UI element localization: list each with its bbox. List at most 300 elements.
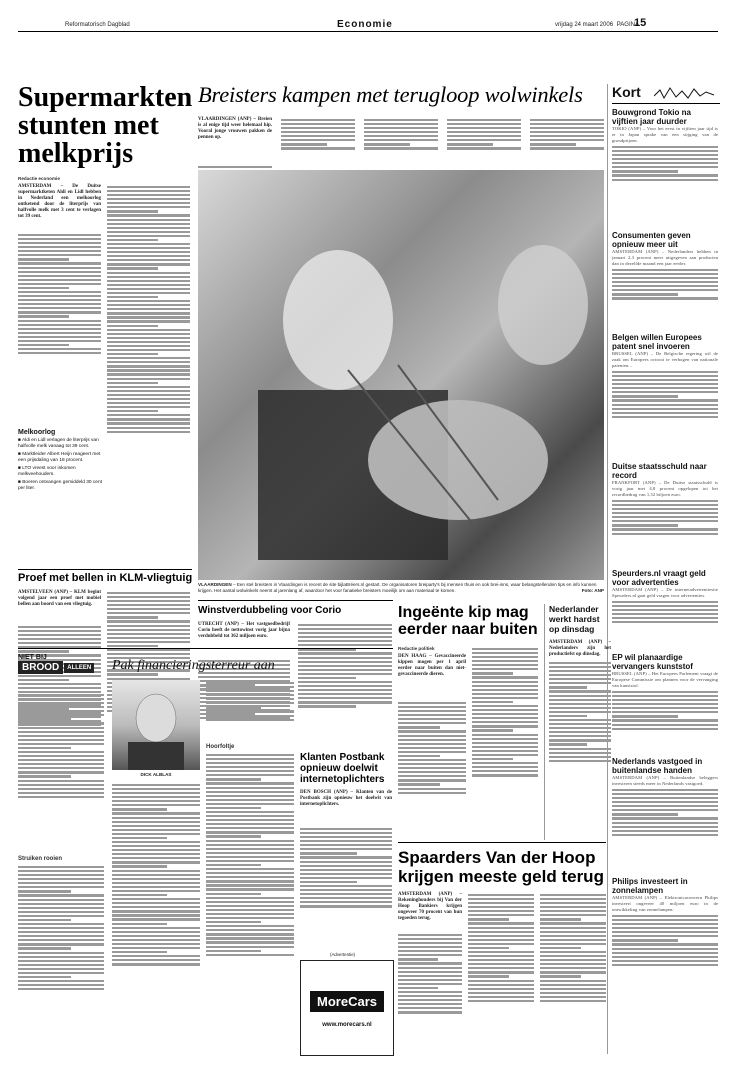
- text-line: [18, 927, 104, 929]
- text-line: [18, 792, 104, 794]
- text-line: [298, 693, 392, 695]
- text-line: [107, 390, 190, 392]
- text-line: [398, 722, 466, 724]
- text-line: [612, 834, 718, 836]
- text-line: [540, 971, 606, 973]
- text-line: [398, 714, 466, 716]
- kort-header: [612, 84, 720, 102]
- text-line: [398, 747, 466, 749]
- text-line: [107, 386, 190, 388]
- text-line: [107, 637, 190, 639]
- text-line: [468, 935, 534, 937]
- text-line: [107, 296, 158, 298]
- caption-label: VLAARDINGEN: [198, 582, 232, 587]
- kort-divider: [607, 84, 608, 1054]
- text-line: [107, 357, 190, 359]
- text-line: [398, 739, 466, 741]
- kort-item-title: Consumenten geven opnieuw meer uit: [612, 231, 691, 249]
- text-line: [112, 939, 200, 941]
- text-line: [18, 311, 101, 313]
- text-line: [107, 422, 190, 424]
- text-line: [549, 670, 611, 672]
- text-line: [107, 251, 190, 253]
- text-line: [540, 975, 581, 977]
- text-line: [112, 906, 200, 908]
- text-line: [206, 888, 294, 890]
- breisters-body-2: [281, 117, 355, 169]
- text-line: [18, 242, 101, 244]
- text-line: [206, 690, 294, 692]
- text-line: [206, 702, 294, 704]
- text-line: [298, 624, 392, 626]
- text-line: [612, 289, 718, 291]
- text-line: [472, 681, 538, 683]
- kort-item-lead: BRUSSEL (ANP) – Het Europees Parlement vraagt de Europese Commissie om plannen voor de vervanging van kunststof.: [612, 671, 718, 688]
- text-line: [612, 817, 718, 819]
- morecars-ad[interactable]: [300, 960, 394, 1056]
- text-line: [612, 711, 718, 713]
- text-line: [612, 281, 718, 283]
- text-line: [107, 308, 190, 310]
- text-line: [206, 937, 294, 939]
- brood-body-1b: [18, 864, 104, 1054]
- text-line: [472, 701, 513, 703]
- text-line: [398, 938, 462, 940]
- text-line: [206, 754, 294, 756]
- text-line: [549, 690, 611, 692]
- text-line: [540, 894, 606, 896]
- text-line: [300, 881, 357, 883]
- text-line: [107, 280, 190, 282]
- text-line: [472, 660, 538, 662]
- text-line: [300, 852, 357, 854]
- knitting-photo-figure: [198, 170, 604, 580]
- text-line: [612, 269, 718, 271]
- text-line: [472, 676, 538, 678]
- text-line: [18, 739, 104, 741]
- text-line: [612, 150, 718, 152]
- text-line: [107, 406, 190, 408]
- text-line: [206, 770, 294, 772]
- text-line: [206, 682, 294, 684]
- text-line: [206, 909, 294, 911]
- text-line: [107, 353, 158, 355]
- text-line: [612, 508, 718, 510]
- text-line: [18, 714, 104, 716]
- kort-item: [612, 877, 718, 1007]
- text-line: [549, 723, 611, 725]
- text-line: [398, 767, 466, 769]
- text-line: [300, 901, 392, 903]
- text-line: [107, 194, 190, 196]
- text-line: [107, 316, 190, 318]
- text-line: [18, 246, 101, 248]
- text-line: [398, 1003, 462, 1005]
- text-line: [107, 633, 190, 635]
- text-line: [18, 988, 104, 990]
- text-line: [300, 905, 392, 907]
- text-line: [18, 722, 104, 724]
- kort-item-lead: AMSTERDAM (ANP) – Nederlanders hebben in januari 2,3 procent meer uitgegeven aan producten dan in dezelfde maand een jaar eerder.: [612, 249, 718, 266]
- text-line: [18, 634, 101, 636]
- text-line: [540, 914, 606, 916]
- text-line: [612, 813, 678, 815]
- text-line: [468, 902, 534, 904]
- text-line: [612, 617, 718, 619]
- kort-item-body: [612, 267, 718, 315]
- text-line: [107, 206, 190, 208]
- text-line: [107, 612, 190, 614]
- supermarkten-lead: AMSTERDAM – De Duitse supermarktketen Aldi en Lidl hebben in Nederland een melkoorlog ontketend door de literprijs van halfvolle melk met 3 cent te verlagen tot 39 cent.: [18, 184, 101, 219]
- text-line: [298, 661, 392, 663]
- caption-text: – Een stel breisters in Vlaardingen is recent de site bijlaBréers.nl gestart. De organisatoren breiparty's bij mensen thuis en ook brei-inns, waar belangstellenden tips en info kunnen krijgen. Het aantal wolwinkels neemt al jarenlang af, waardoor het voor fanatieke breisters moeilijk om aan materiaal te komen.: [198, 582, 597, 593]
- text-line: [18, 352, 101, 354]
- postbank-body: [300, 826, 392, 946]
- text-line: [18, 980, 104, 982]
- text-line: [612, 724, 718, 726]
- text-line: [18, 262, 101, 264]
- text-line: [549, 699, 611, 701]
- text-line: [206, 694, 294, 696]
- brood-logo: [18, 654, 102, 684]
- text-line: [107, 239, 158, 241]
- text-line: [206, 795, 294, 797]
- text-line: [472, 668, 538, 670]
- text-line: [206, 823, 294, 825]
- text-line: [549, 666, 611, 668]
- text-line: [18, 788, 104, 790]
- breisters-lead: VLAARDINGEN (ANP) – Breien is al enige tijd weer helemaal hip. Vooral jonge vrouwen pakken de pennen op.: [198, 117, 272, 140]
- text-line: [18, 332, 101, 334]
- corio-body-2: [298, 622, 392, 748]
- text-line: [112, 878, 200, 880]
- text-line: [206, 876, 294, 878]
- text-line: [612, 609, 718, 611]
- text-line: [18, 759, 104, 761]
- text-line: [107, 414, 190, 416]
- text-line: [300, 832, 392, 834]
- brood-body-3: [206, 680, 294, 740]
- text-line: [398, 718, 466, 720]
- melkoorlog-item: ■ Marktleider Albert Heijn reageert met een prijsdaling van 18 procent.: [18, 452, 101, 463]
- text-line: [300, 889, 392, 891]
- text-line: [300, 844, 392, 846]
- text-line: [206, 925, 294, 927]
- text-line: [112, 886, 200, 888]
- text-line: [206, 860, 294, 862]
- text-line: [549, 715, 587, 717]
- supermarkten-byline: Redactie economie: [18, 176, 60, 181]
- text-line: [112, 800, 200, 802]
- text-line: [18, 320, 101, 322]
- text-line: [107, 629, 190, 631]
- text-line: [540, 967, 606, 969]
- text-line: [447, 147, 521, 149]
- supermarkten-title: Supermarkten stunten met melkprijs: [18, 82, 193, 169]
- text-line: [18, 279, 101, 281]
- text-line: [398, 954, 462, 956]
- text-line: [549, 719, 611, 721]
- header-section: Economie: [337, 19, 393, 30]
- text-line: [612, 703, 718, 705]
- text-line: [447, 123, 521, 125]
- text-line: [18, 882, 104, 884]
- text-line: [472, 693, 538, 695]
- text-line: [206, 864, 261, 866]
- text-line: [18, 271, 101, 273]
- text-line: [18, 972, 104, 974]
- text-line: [472, 656, 538, 658]
- text-line: [612, 939, 678, 941]
- brood-badge: [18, 661, 102, 674]
- breisters-body-5: [530, 117, 604, 169]
- text-line: [530, 123, 604, 125]
- text-line: [298, 657, 392, 659]
- text-line: [540, 922, 606, 924]
- text-line: [398, 995, 462, 997]
- text-line: [18, 718, 71, 720]
- text-line: [281, 119, 355, 121]
- text-line: [472, 766, 538, 768]
- text-line: [468, 910, 534, 912]
- ingeente-title: Ingeënte kip mag eerder naar buiten: [398, 604, 538, 638]
- text-line: [18, 630, 101, 632]
- text-line: [398, 755, 440, 757]
- kort-item-title: Duitse staatsschuld naar record: [612, 462, 707, 480]
- text-line: [107, 394, 190, 396]
- kort-item-lead: BRUSSEL (ANP) – De Belgische regering wil de zaak om Europees octrooi te verhogen van nationale patenten...: [612, 351, 718, 368]
- text-line: [612, 797, 718, 799]
- text-line: [18, 771, 104, 773]
- text-line: [612, 699, 718, 701]
- text-line: [530, 135, 604, 137]
- text-line: [298, 701, 392, 703]
- text-line: [612, 416, 718, 418]
- kort-item-body: [612, 498, 718, 556]
- text-line: [206, 901, 294, 903]
- klm-lead: AMSTELVEEN (ANP) – KLM begint volgend jaar een proef met mobiel bellen aan boord van een vliegtuig.: [18, 590, 101, 607]
- text-line: [472, 713, 538, 715]
- brood-name: BROOD: [18, 661, 63, 674]
- kort-item-title: EP wil planaardige vervangers kunststof: [612, 653, 693, 671]
- text-line: [447, 119, 521, 121]
- text-line: [112, 947, 200, 949]
- text-line: [468, 939, 534, 941]
- text-line: [112, 923, 167, 925]
- text-line: [298, 689, 392, 691]
- text-line: [300, 848, 392, 850]
- kort-item-body: [612, 144, 718, 200]
- text-line: [112, 874, 200, 876]
- text-line: [206, 758, 294, 760]
- text-line: [206, 897, 294, 899]
- text-line: [612, 387, 718, 389]
- text-line: [300, 877, 392, 879]
- text-line: [300, 836, 392, 838]
- text-line: [18, 731, 104, 733]
- text-line: [107, 304, 190, 306]
- text-line: [398, 983, 462, 985]
- text-line: [612, 956, 718, 958]
- text-line: [398, 942, 462, 944]
- text-line: [206, 880, 294, 882]
- text-line: [468, 988, 534, 990]
- text-line: [540, 959, 606, 961]
- postbank-title: Klanten Postbank opnieuw doelwit internetoplichters: [300, 752, 385, 785]
- text-line: [540, 910, 606, 912]
- text-line: [107, 255, 190, 257]
- text-line: [612, 528, 718, 530]
- melkoorlog-box: [18, 429, 102, 559]
- header-page-label: PAGINA: [616, 22, 639, 28]
- text-line: [107, 616, 158, 618]
- text-line: [468, 959, 534, 961]
- text-line: [612, 285, 718, 287]
- text-line: [107, 361, 190, 363]
- text-line: [549, 735, 611, 737]
- text-line: [612, 170, 678, 172]
- text-line: [107, 288, 190, 290]
- text-line: [447, 143, 493, 145]
- text-line: [468, 967, 534, 969]
- text-line: [112, 788, 200, 790]
- text-line: [540, 980, 606, 982]
- text-line: [612, 715, 678, 717]
- text-line: [281, 139, 355, 141]
- brood-subhead-2: Hoorfoltje: [206, 744, 235, 750]
- text-line: [540, 902, 606, 904]
- text-line: [398, 971, 462, 973]
- text-line: [206, 807, 261, 809]
- text-line: [198, 166, 272, 168]
- text-line: [112, 804, 200, 806]
- text-line: [530, 147, 604, 149]
- text-line: [472, 758, 513, 760]
- text-line: [612, 500, 718, 502]
- text-line: [612, 601, 718, 603]
- text-line: [112, 821, 200, 823]
- text-line: [18, 943, 104, 945]
- text-line: [107, 349, 190, 351]
- text-line: [612, 805, 718, 807]
- text-line: [398, 735, 466, 737]
- kort-item: [612, 757, 718, 877]
- text-line: [398, 934, 462, 936]
- text-line: [107, 243, 190, 245]
- melkoorlog-item: ■ Aldi en Lidl verlagen de literprijs van halfvolle melk vanaag tot 39 cent.: [18, 438, 99, 449]
- text-line: [107, 373, 190, 375]
- text-line: [18, 307, 101, 309]
- text-line: [612, 695, 718, 697]
- text-line: [206, 774, 294, 776]
- text-line: [447, 135, 521, 137]
- text-line: [540, 963, 606, 965]
- text-line: [540, 935, 606, 937]
- text-line: [112, 882, 200, 884]
- text-line: [206, 848, 294, 850]
- text-line: [107, 284, 190, 286]
- text-line: [18, 291, 101, 293]
- text-line: [18, 234, 101, 236]
- columnist-face: [112, 680, 200, 770]
- text-line: [18, 283, 101, 285]
- text-line: [206, 946, 294, 948]
- text-line: [18, 923, 104, 925]
- text-line: [549, 743, 587, 745]
- text-line: [18, 328, 101, 330]
- text-line: [18, 874, 104, 876]
- text-line: [107, 190, 190, 192]
- text-line: [107, 219, 190, 221]
- text-line: [364, 143, 410, 145]
- text-line: [398, 987, 438, 989]
- text-line: [612, 533, 718, 535]
- text-line: [468, 927, 534, 929]
- header-paper: Reformatorisch Dagblad: [65, 22, 130, 28]
- text-line: [112, 894, 167, 896]
- header-date: [555, 22, 639, 28]
- text-line: [540, 898, 606, 900]
- text-line: [549, 678, 611, 680]
- text-line: [612, 404, 718, 406]
- brood-body-2: [112, 782, 200, 1054]
- text-line: [107, 227, 190, 229]
- kort-item: [612, 231, 718, 333]
- brood-label: NIET BIJ: [18, 654, 47, 661]
- text-line: [18, 964, 104, 966]
- text-line: [112, 955, 200, 957]
- supermarkten-body-1: [18, 232, 101, 412]
- text-line: [112, 825, 200, 827]
- text-line: [18, 258, 69, 260]
- text-line: [206, 950, 261, 952]
- text-line: [549, 739, 611, 741]
- text-line: [18, 299, 101, 301]
- text-line: [612, 520, 718, 522]
- text-line: [612, 707, 718, 709]
- text-line: [18, 348, 101, 350]
- spaarders-lead: AMSTERDAM (ANP) – Rekeninghouders bij Van der Hoop Bankiers krijgen ongeveer 70 procent van hun tegoeden terug.: [398, 892, 462, 921]
- spaarders-body-2: [468, 892, 534, 1054]
- text-line: [612, 960, 718, 962]
- text-line: [398, 702, 466, 704]
- supermarkten-body-2: [107, 184, 190, 554]
- text-line: [206, 913, 294, 915]
- text-line: [18, 706, 104, 708]
- text-line: [18, 894, 104, 896]
- text-line: [398, 991, 462, 993]
- text-line: [206, 884, 294, 886]
- text-line: [612, 789, 718, 791]
- text-line: [18, 968, 104, 970]
- breisters-title: Breisters kampen met terugloop wolwinkels: [198, 82, 583, 107]
- text-line: [18, 275, 101, 277]
- text-line: [468, 975, 509, 977]
- header-date-text: vrijdag 24 maart 2006: [555, 22, 614, 28]
- text-line: [107, 263, 190, 265]
- text-line: [18, 956, 104, 958]
- text-line: [206, 852, 294, 854]
- text-line: [398, 788, 466, 790]
- text-line: [298, 685, 392, 687]
- text-line: [18, 911, 104, 913]
- text-line: [107, 427, 190, 429]
- text-line: [107, 300, 190, 302]
- text-line: [549, 752, 611, 754]
- corio-title: Winstverdubbeling voor Corio: [198, 605, 342, 616]
- knitting-photo: [198, 170, 604, 580]
- text-line: [472, 652, 538, 654]
